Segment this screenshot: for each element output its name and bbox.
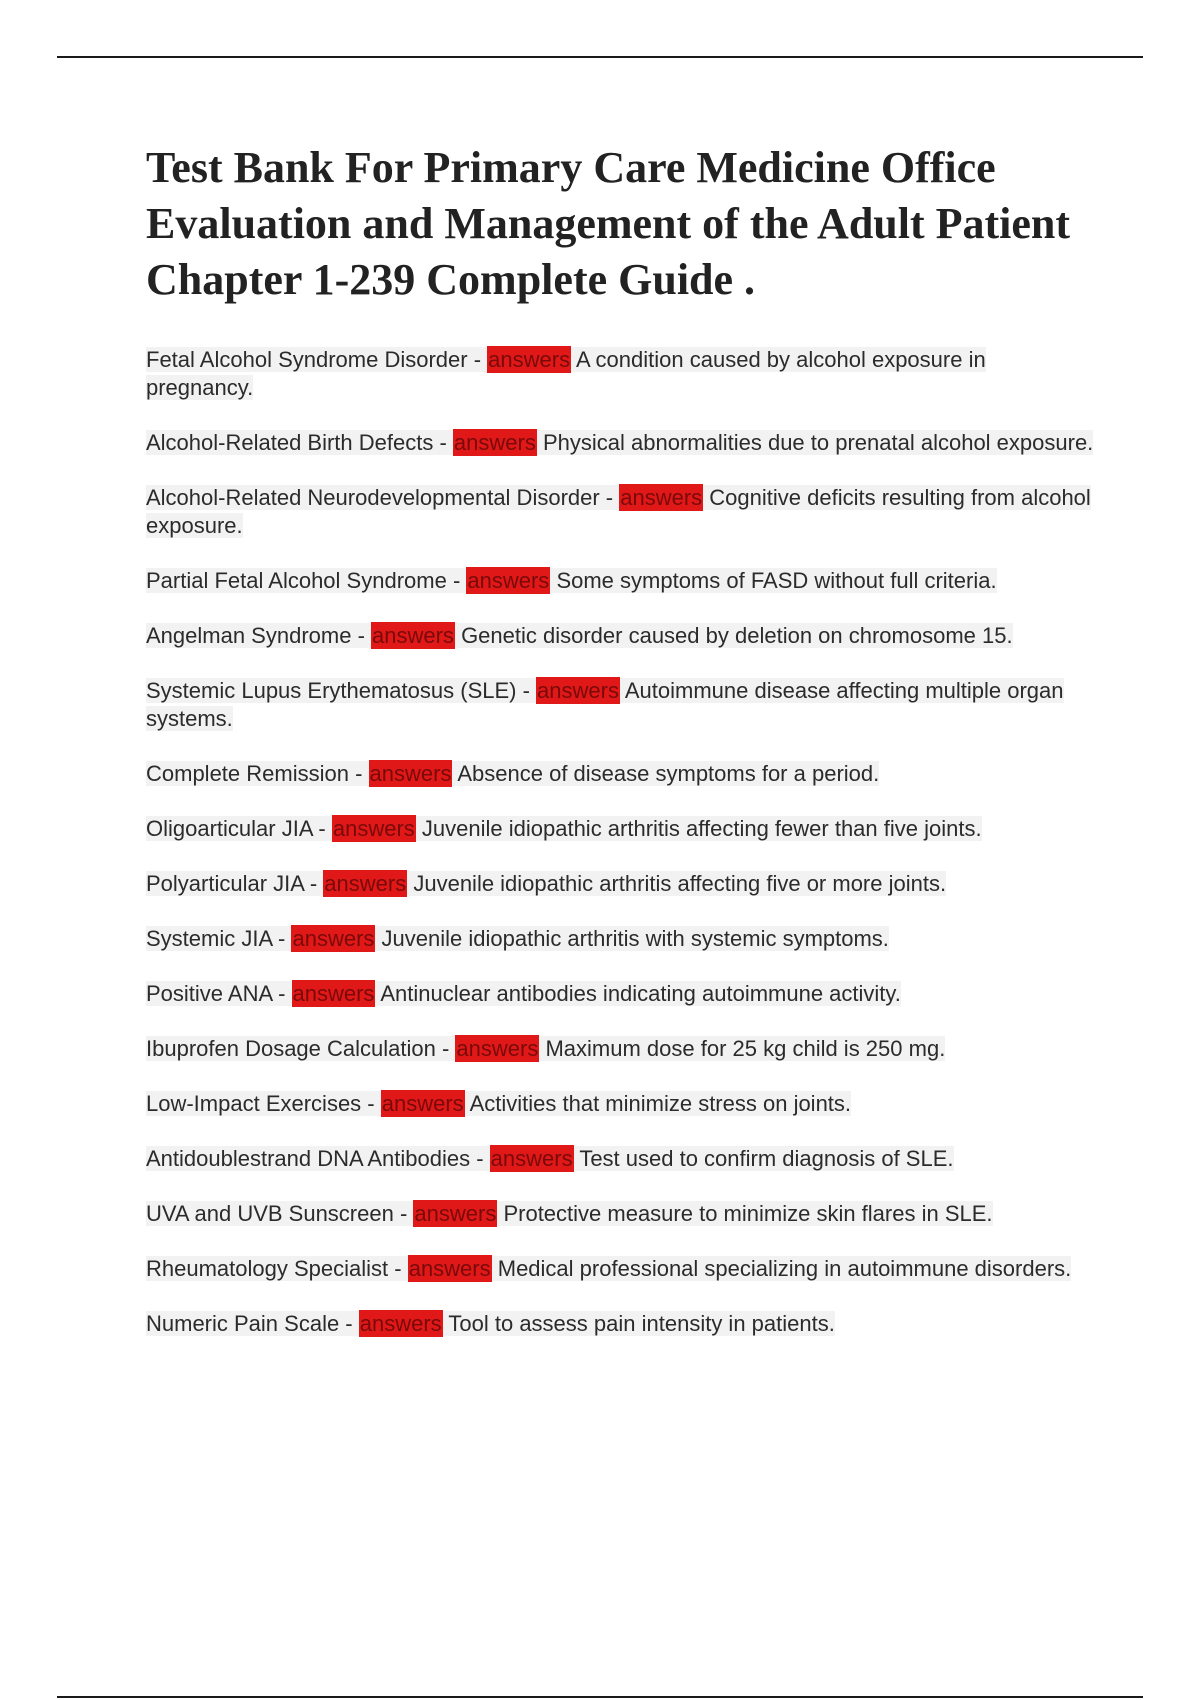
entry-separator: - [599, 485, 620, 510]
entry-text [146, 1256, 1071, 1281]
entry-text [146, 485, 1091, 538]
entry-text [146, 1036, 945, 1061]
entry-text [146, 678, 1064, 731]
term-entry [146, 1145, 1096, 1173]
entry-term: Ibuprofen Dosage Calculation [146, 1036, 436, 1061]
document-body [146, 140, 1096, 1365]
entry-term: Rheumatology Specialist [146, 1256, 389, 1281]
bottom-divider [57, 1696, 1143, 1698]
term-entry [146, 815, 1096, 843]
entry-term: Polyarticular JIA [146, 871, 304, 896]
entry-text [146, 871, 946, 896]
term-entry [146, 1035, 1096, 1063]
entry-separator: - [433, 430, 453, 455]
entry-separator: - [312, 816, 332, 841]
entry-separator: - [516, 678, 537, 703]
entry-text [146, 761, 879, 786]
entry-separator: - [393, 1201, 414, 1226]
answer-label: answers [453, 430, 536, 455]
entry-term: Numeric Pain Scale [146, 1311, 340, 1336]
entry-separator: - [348, 761, 369, 786]
answer-label: answers [488, 347, 571, 372]
entry-text [146, 1091, 851, 1116]
entry-definition: Juvenile idiopathic arthritis affecting five or more joints. [413, 871, 947, 896]
term-entry [146, 760, 1096, 788]
term-entry [146, 925, 1096, 953]
entry-definition: Protective measure to minimize skin flares in SLE. [503, 1201, 993, 1226]
answer-label: answers [408, 1256, 491, 1281]
term-entry [146, 1090, 1096, 1118]
entry-definition: Absence of disease symptoms for a period. [457, 761, 880, 786]
answer-label: answers [620, 485, 703, 510]
entry-separator: - [351, 623, 372, 648]
entry-text [146, 430, 1093, 455]
answer-label: answers [537, 678, 619, 703]
entry-text [146, 816, 982, 841]
answer-label: answers [414, 1201, 497, 1226]
entry-term: Alcohol-Related Neurodevelopmental Disorder [146, 485, 600, 510]
entry-term: Positive ANA [146, 981, 272, 1006]
entry-separator: - [446, 568, 467, 593]
entry-definition: Cognitive deficits resulting from alcohol exposure. [146, 485, 1091, 538]
entry-separator: - [271, 981, 292, 1006]
entry-text [146, 1311, 835, 1336]
term-entry [146, 484, 1096, 540]
answer-label: answers [369, 761, 452, 786]
entry-term: Systemic JIA [146, 926, 272, 951]
answer-label: answers [456, 1036, 539, 1061]
entry-separator: - [271, 926, 292, 951]
entry-text [146, 1146, 954, 1171]
entry-text [146, 1201, 993, 1226]
term-entry [146, 1310, 1096, 1338]
top-divider [57, 56, 1143, 58]
entry-term: Systemic Lupus Erythematosus (SLE) [146, 678, 517, 703]
entry-definition: Some symptoms of FASD without full criteria. [556, 568, 997, 593]
term-entry [146, 567, 1096, 595]
term-entry [146, 346, 1096, 402]
entry-term: Fetal Alcohol Syndrome Disorder [146, 347, 468, 372]
answer-label: answers [490, 1146, 573, 1171]
entry-term: Oligoarticular JIA [146, 816, 313, 841]
entry-text [146, 981, 901, 1006]
answer-label: answers [292, 926, 375, 951]
answer-label: answers [467, 568, 550, 593]
entry-text [146, 568, 997, 593]
entry-definition: Autoimmune disease affecting multiple organ systems. [146, 678, 1064, 731]
entry-term: Low-Impact Exercises [146, 1091, 362, 1116]
entry-text [146, 623, 1013, 648]
entry-definition: Physical abnormalities due to prenatal alcohol exposure. [542, 430, 1094, 455]
entry-definition: Antinuclear antibodies indicating autoimmune activity. [380, 981, 901, 1006]
entry-text [146, 347, 986, 400]
entry-definition: Juvenile idiopathic arthritis affecting fewer than five joints. [421, 816, 982, 841]
entry-separator: - [467, 347, 488, 372]
entry-term: Alcohol-Related Birth Defects [146, 430, 434, 455]
answer-label: answers [332, 816, 415, 841]
term-entry [146, 980, 1096, 1008]
term-entry [146, 1200, 1096, 1228]
term-entry [146, 429, 1096, 457]
entry-separator: - [339, 1311, 359, 1336]
document-title: Test Bank For Primary Care Medicine Office Evaluation and Management of the Adult Patient Chapter 1-239 Complete Guide . [146, 143, 1093, 304]
answer-label: answers [292, 981, 375, 1006]
entry-text [146, 926, 889, 951]
answer-label: answers [324, 871, 407, 896]
answer-label: answers [359, 1311, 442, 1336]
entry-separator: - [435, 1036, 456, 1061]
term-entry [146, 622, 1096, 650]
entry-definition: Genetic disorder caused by deletion on chromosome 15. [461, 623, 1013, 648]
entry-definition: A condition caused by alcohol exposure in pregnancy. [146, 347, 986, 400]
answer-label: answers [381, 1091, 464, 1116]
term-entry [146, 677, 1096, 733]
entry-separator: - [470, 1146, 490, 1171]
entry-definition: Maximum dose for 25 kg child is 250 mg. [545, 1036, 946, 1061]
entry-term: Angelman Syndrome [146, 623, 352, 648]
entry-separator: - [388, 1256, 408, 1281]
entry-definition: Tool to assess pain intensity in patients. [448, 1311, 835, 1336]
entry-definition: Medical professional specializing in autoimmune disorders. [497, 1256, 1072, 1281]
entry-definition: Test used to confirm diagnosis of SLE. [579, 1146, 954, 1171]
entry-term: UVA and UVB Sunscreen [146, 1201, 394, 1226]
term-list [146, 346, 1096, 1338]
term-entry [146, 870, 1096, 898]
answer-label: answers [372, 623, 454, 648]
entry-separator: - [361, 1091, 381, 1116]
term-entry [146, 1255, 1096, 1283]
entry-term: Partial Fetal Alcohol Syndrome [146, 568, 447, 593]
entry-term: Antidoublestrand DNA Antibodies [146, 1146, 471, 1171]
entry-separator: - [303, 871, 324, 896]
entry-definition: Juvenile idiopathic arthritis with systemic symptoms. [381, 926, 889, 951]
entry-definition: Activities that minimize stress on joints. [469, 1091, 852, 1116]
entry-term: Complete Remission [146, 761, 349, 786]
